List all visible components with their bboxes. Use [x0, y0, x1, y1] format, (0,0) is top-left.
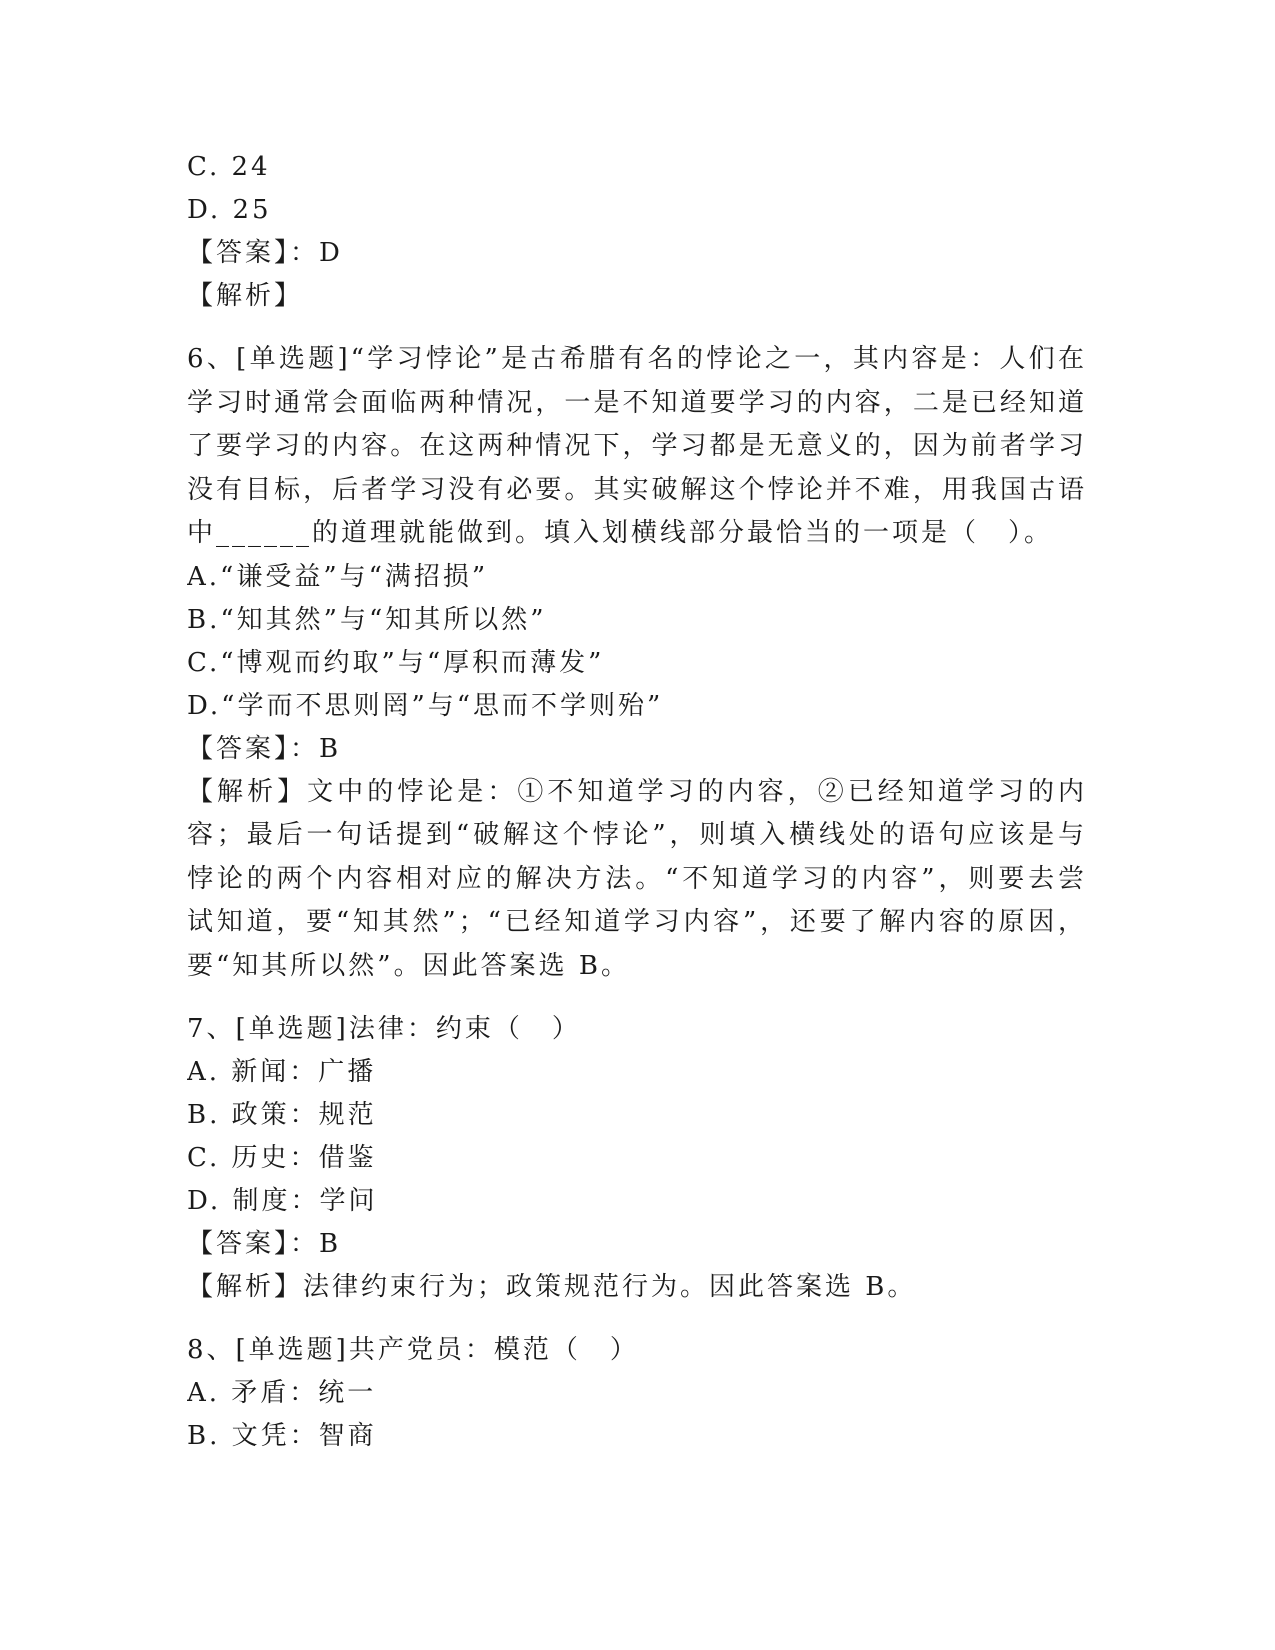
q7-option-d: D. 制度：学问 [187, 1186, 378, 1216]
q6-analysis: 【解析】文中的悖论是：①不知道学习的内容，②已经知道学习的内容；最后一句话提到“破解这个悖论”，则填入横线处的语句应该是与悖论的两个内容相对应的解决方法。“不知道学习的内容”，则要去尝试知道，要“知其然”；“已经知道学习内容”，还要了解内容的原因，要“知其所以然”。因此答案选 B。 [187, 776, 1087, 981]
q7-answer: 【答案】：B [187, 1229, 342, 1259]
spacer [187, 988, 1087, 1008]
question-list [187, 146, 1087, 1458]
spacer [187, 1309, 1087, 1329]
q5-answer: 【答案】：D [187, 238, 343, 268]
q7-option-c: C. 历史：借鉴 [187, 1143, 377, 1173]
q8-option-a: A. 矛盾：统一 [187, 1378, 377, 1408]
q7-stem: 7、[单选题]法律：约束（ ） [187, 1014, 581, 1044]
q5-option-d: D. 25 [187, 195, 272, 225]
q8-option-b: B. 文凭：智商 [187, 1421, 377, 1451]
question-6 [187, 338, 1087, 988]
q7-option-a: A. 新闻：广播 [187, 1057, 377, 1087]
q7-option-b: B. 政策：规范 [187, 1100, 377, 1130]
q6-option-d: D.“学而不思则罔”与“思而不学则殆” [187, 690, 664, 721]
question-5-tail [187, 146, 1087, 318]
q6-answer: 【答案】：B [187, 733, 342, 764]
q6-stem: 6、[单选题]“学习悖论”是古希腊有名的悖论之一，其内容是：人们在学习时通常会面临两种情况，一是不知道要学习的内容，二是已经知道了要学习的内容。在这两种情况下，学习都是无意义的，因为前者学习没有目标，后者学习没有必要。其实破解这个悖论并不难，用我国古语中______的道理就能做到。填入划横线部分最恰当的一项是（ ）。 [187, 344, 1087, 548]
q6-option-c: C.“博观而约取”与“厚积而薄发” [187, 647, 605, 678]
q6-option-a: A.“谦受益”与“满招损” [187, 561, 489, 592]
q5-analysis: 【解析】 [187, 281, 304, 311]
spacer [187, 318, 1087, 338]
question-7 [187, 1008, 1087, 1309]
q7-analysis: 【解析】法律约束行为；政策规范行为。因此答案选 B。 [187, 1272, 917, 1302]
q5-option-c: C. 24 [187, 152, 271, 182]
q6-option-b: B.“知其然”与“知其所以然” [187, 604, 547, 635]
question-8 [187, 1329, 1087, 1458]
q8-stem: 8、[单选题]共产党员：模范（ ） [187, 1335, 639, 1365]
